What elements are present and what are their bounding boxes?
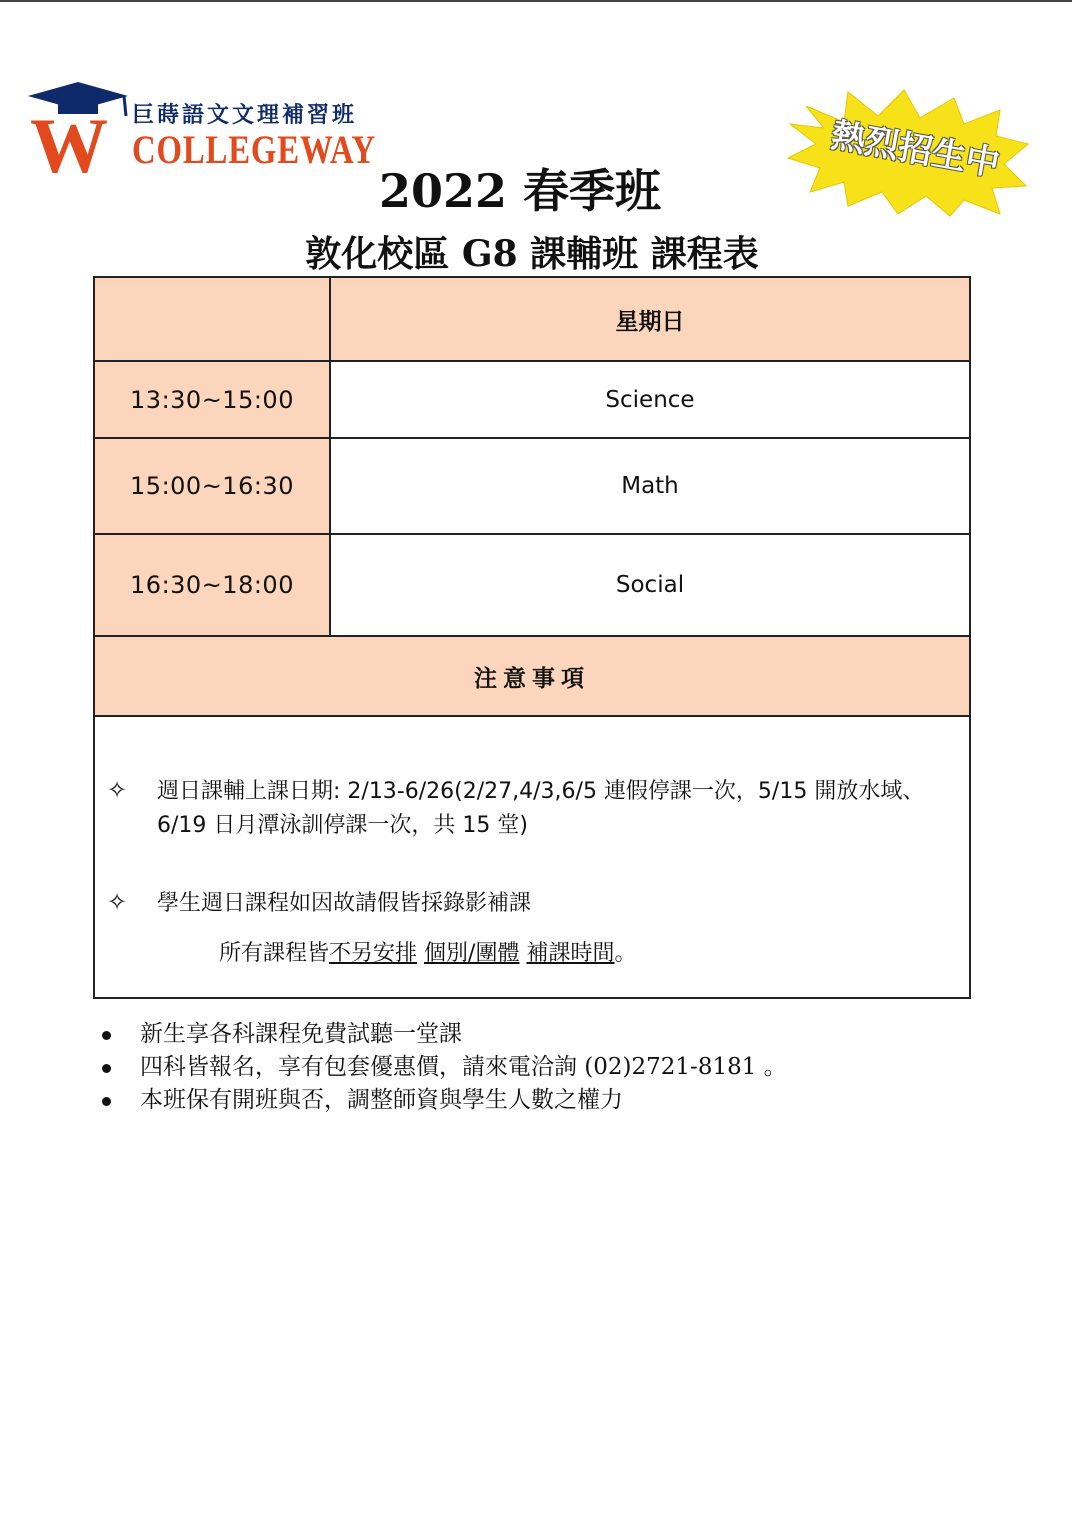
subject-label: Math — [621, 473, 679, 499]
bullet-text: 本班保有開班與否，調整師資與學生人數之權力 — [140, 1087, 623, 1113]
makeup-suffix: 。 — [614, 941, 637, 966]
subject-cell — [331, 362, 969, 437]
bullet-text: 新生享各科課程免費試聽一堂課 — [140, 1021, 462, 1047]
logo-letter: W — [30, 102, 104, 189]
bullet-dot-icon — [102, 1031, 111, 1040]
makeup-underline-3: 補課時間 — [526, 941, 615, 966]
four-point-star-icon: ✧ — [107, 888, 128, 916]
time-label: 15:00~16:30 — [130, 472, 294, 500]
logo-english-name: COLLEGEWAY — [132, 127, 376, 172]
list-item — [100, 1084, 1040, 1117]
table-row — [95, 362, 969, 439]
header-day-cell — [331, 278, 969, 360]
time-cell — [95, 439, 331, 533]
info-bullet-list — [100, 1018, 1040, 1117]
logo-chinese-name: 巨蒔語文文理補習班 — [132, 102, 358, 128]
top-border-line — [0, 0, 1072, 2]
subject-cell — [331, 439, 969, 533]
bullet-text: 四科皆報名，享有包套優惠價，請來電洽詢 (02)2721-8181 。 — [140, 1054, 787, 1080]
bullet-dot-icon — [102, 1097, 111, 1106]
time-label: 16:30~18:00 — [130, 571, 294, 599]
note-item — [107, 775, 947, 843]
bullet-dot-icon — [102, 1064, 111, 1073]
time-cell — [95, 535, 331, 635]
table-row — [95, 535, 969, 637]
note-item — [107, 887, 947, 921]
page-title: 2022 春季班 — [378, 164, 662, 218]
makeup-prefix: 所有課程皆 — [219, 941, 330, 966]
subject-label: Social — [615, 572, 685, 598]
table-header-row — [95, 278, 969, 362]
subject-cell — [331, 535, 969, 635]
list-item — [100, 1051, 1040, 1084]
makeup-underline-2: 個別/團體 — [424, 941, 520, 966]
time-cell — [95, 362, 331, 437]
four-point-star-icon: ✧ — [107, 776, 128, 804]
note-makeup-policy — [219, 937, 636, 971]
time-label: 13:30~15:00 — [130, 385, 294, 414]
makeup-underline-1: 不另安排 — [329, 941, 418, 966]
schedule-table — [93, 276, 971, 999]
notes-body — [95, 717, 969, 997]
header-corner-cell — [95, 278, 331, 360]
subject-label: Science — [605, 386, 695, 413]
notes-title: 注意事項 — [95, 637, 969, 717]
note-text: 學生週日課程如因故請假皆採錄影補課 — [157, 891, 532, 916]
note-text: 週日課輔上課日期: 2/13-6/26(2/27,4/3,6/5 連假停課一次，5/15 開放水域、6/19 日月潭泳訓停課一次，共 15 堂) — [157, 779, 925, 838]
list-item — [100, 1018, 1040, 1051]
burst-text: 熱烈招生中 — [828, 115, 1003, 185]
header-day-label: 星期日 — [615, 308, 685, 335]
page-subtitle: 敦化校區 G8 課輔班 課程表 — [305, 233, 759, 275]
table-row — [95, 439, 969, 535]
